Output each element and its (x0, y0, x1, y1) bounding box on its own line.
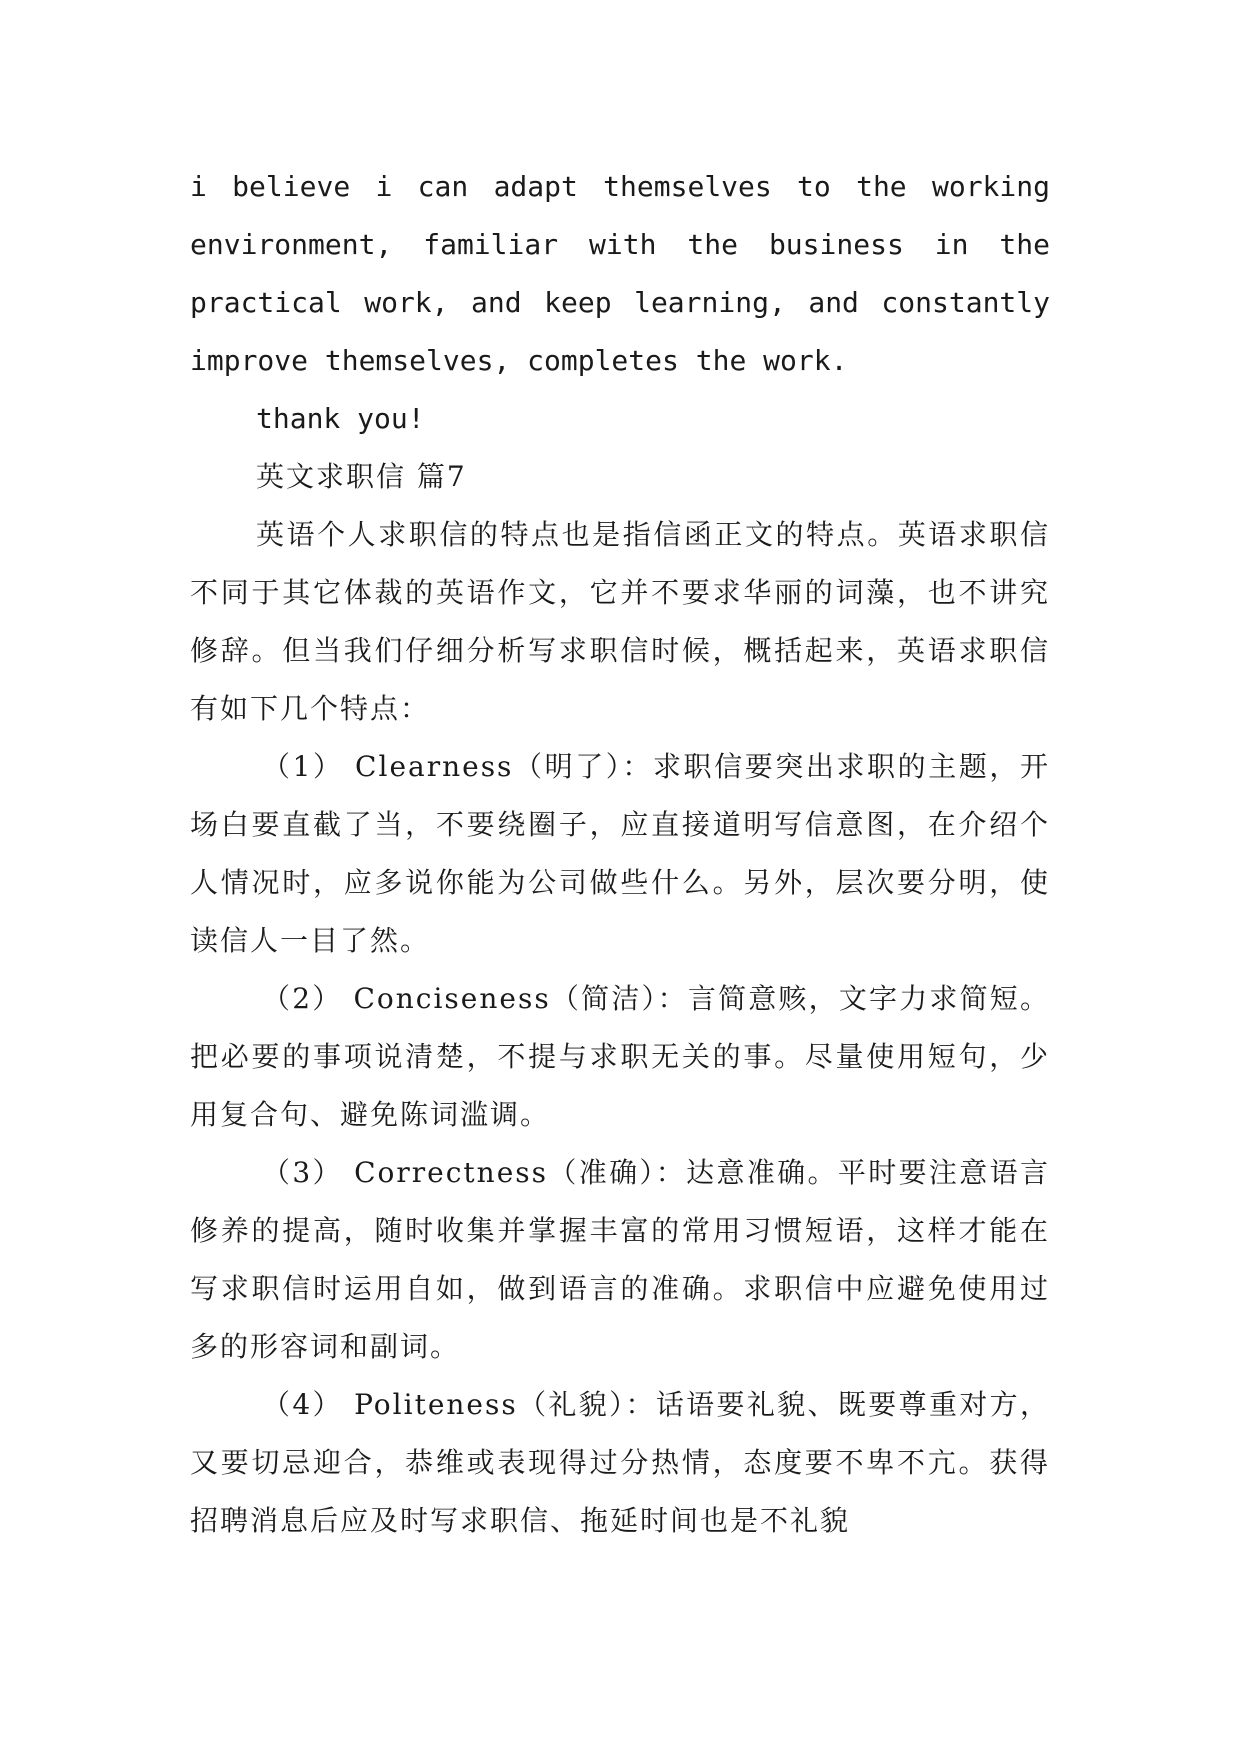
paragraph-politeness: （4） Politeness（礼貌）：话语要礼貌、既要尊重对方，又要切忌迎合，恭维或表现得过分热情，态度要不卑不亢。获得招聘消息后应及时写求职信、拖延时间也是不礼貌 (190, 1388, 1050, 1537)
paragraph-thank-you: thank you! (256, 402, 425, 435)
paragraph-intro: 英语个人求职信的特点也是指信函正文的特点。英语求职信不同于其它体裁的英语作文，它并不要求华丽的词藻，也不讲究修辞。但当我们仔细分析写求职信时候，概括起来，英语求职信有如下几个特点： (190, 518, 1050, 725)
paragraph-clearness: （1） Clearness（明了）：求职信要突出求职的主题，开场白要直截了当，不要绕圈子，应直接道明写信意图，在介绍个人情况时，应多说你能为公司做些什么。另外，层次要分明，使读信人一目了然。 (190, 750, 1050, 957)
section-heading: 英文求职信 篇7 (256, 460, 467, 493)
paragraph-closing-statement: i believe i can adapt themselves to the working environment, familiar with the business in the practical work, and keep learning, and constantly improve themselves, completes the work. (190, 170, 1050, 377)
document-body (190, 158, 1050, 1550)
paragraph-correctness: （3） Correctness（准确）：达意准确。平时要注意语言修养的提高，随时收集并掌握丰富的常用习惯短语，这样才能在写求职信时运用自如，做到语言的准确。求职信中应避免使用过多的形容词和副词。 (190, 1156, 1050, 1363)
paragraph-conciseness: （2） Conciseness（简洁）：言简意赅，文字力求简短。把必要的事项说清楚，不提与求职无关的事。尽量使用短句，少用复合句、避免陈词滥调。 (190, 982, 1050, 1131)
